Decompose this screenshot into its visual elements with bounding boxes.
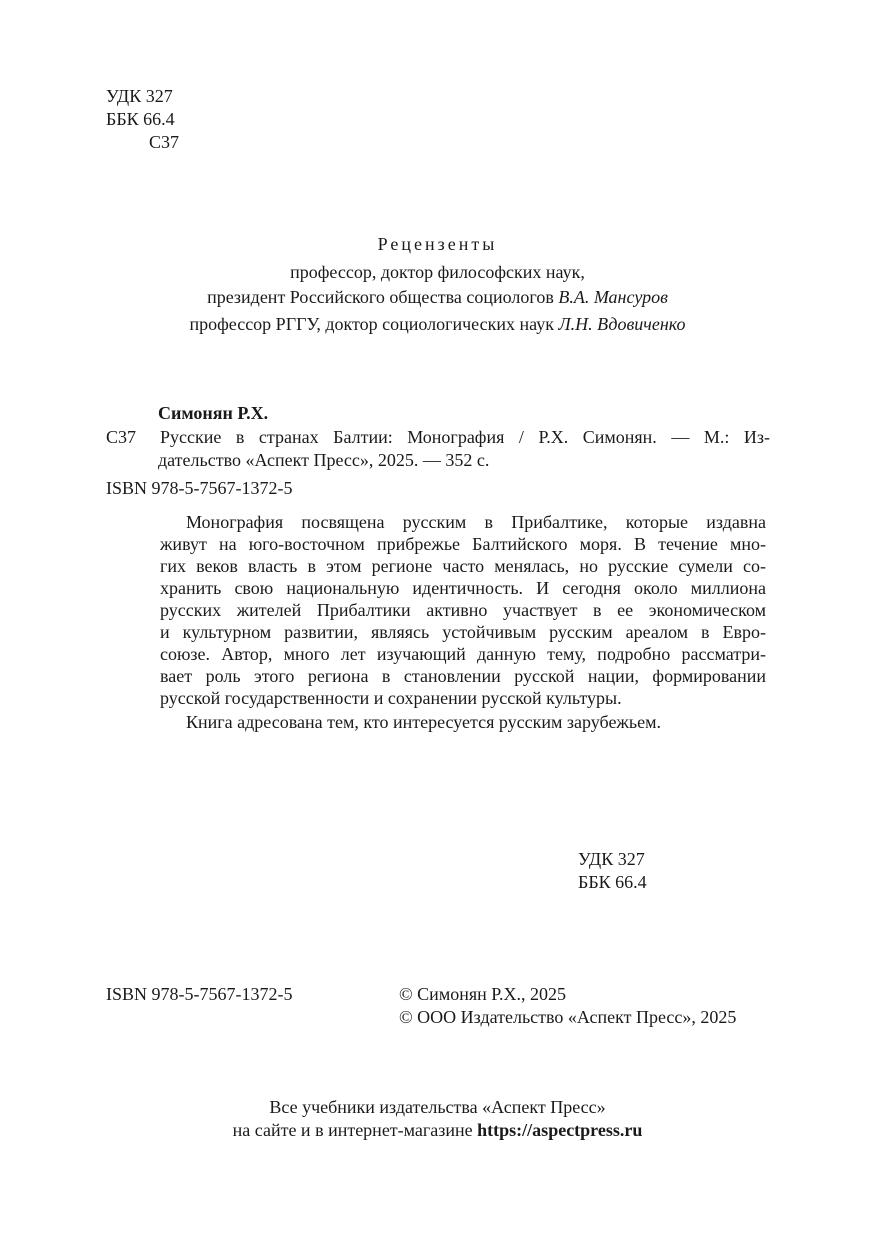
book-title-line2: дательство «Аспект Пресс», 2025. — 352 с. [158, 450, 490, 470]
publisher-website-link[interactable]: https://aspectpress.ru [477, 1120, 643, 1140]
annotation-line: живут на юго-восточном прибрежье Балтийского моря. В течение мно- [160, 534, 766, 554]
footer-line2-text: на сайте и в интернет-магазине [232, 1120, 473, 1140]
annotation-line: Монография посвящена русским в Прибалтике, которые издавна [186, 512, 766, 532]
bbk-code-bottom: ББК 66.4 [578, 872, 647, 892]
reviewer2-name: Л.Н. Вдовиченко [558, 314, 686, 334]
annotation-line: русских жителей Прибалтики активно участвует в ее экономическом [160, 600, 766, 620]
copyright-author: © Симонян Р.Х., 2025 [399, 984, 567, 1004]
annotation-line: вает роль этого региона в становлении русской нации, формировании [160, 666, 766, 686]
reviewer1-line1: профессор, доктор философских наук, [290, 262, 585, 282]
annotation-line: гих веков власть в этом регионе часто менялась, но русские сумели со- [160, 556, 766, 576]
annotation-line: русской государственности и сохранении русской культуры. [160, 688, 622, 708]
copyright-isbn: ISBN 978-5-7567-1372-5 [106, 984, 293, 1004]
book-isbn: ISBN 978-5-7567-1372-5 [106, 478, 293, 498]
annotation-line: и культурном развитии, являясь устойчивым русским ареалом в Евро- [160, 622, 766, 642]
annotation-audience: Книга адресована тем, кто интересуется русским зарубежьем. [186, 712, 661, 732]
author-mark-top: С37 [149, 132, 180, 152]
book-title-record [160, 426, 770, 448]
annotation-paragraph [160, 511, 766, 709]
reviewer1-position: президент Российского общества социологов [207, 287, 554, 307]
reviewer2-line [0, 313, 875, 335]
annotation-line: хранить свою национальную идентичность. И сегодня около миллиона [160, 578, 766, 598]
annotation-line: союзе. Автор, много лет изучающий данную тему, подробно рассматри- [160, 644, 766, 664]
book-author: Симонян Р.Х. [158, 403, 269, 423]
reviewer2-position: профессор РГГУ, доктор социологических наук [189, 314, 554, 334]
bbk-code-top: ББК 66.4 [106, 109, 175, 129]
reviewer1-name: В.А. Мансуров [558, 287, 668, 307]
copyright-publisher: © ООО Издательство «Аспект Пресс», 2025 [399, 1007, 737, 1027]
bib-author-mark: С37 [106, 427, 137, 447]
reviewer1-line2 [0, 286, 875, 308]
udk-code-top: УДК 327 [106, 86, 173, 106]
udk-code-bottom: УДК 327 [578, 849, 645, 869]
footer-line1: Все учебники издательства «Аспект Пресс» [269, 1097, 606, 1117]
footer-line2 [0, 1119, 875, 1141]
book-title-line1: Русские в странах Балтии: Монография / Р.Х. Симонян. — М.: Из- [160, 427, 770, 447]
reviewers-heading: Рецензенты [377, 234, 498, 254]
